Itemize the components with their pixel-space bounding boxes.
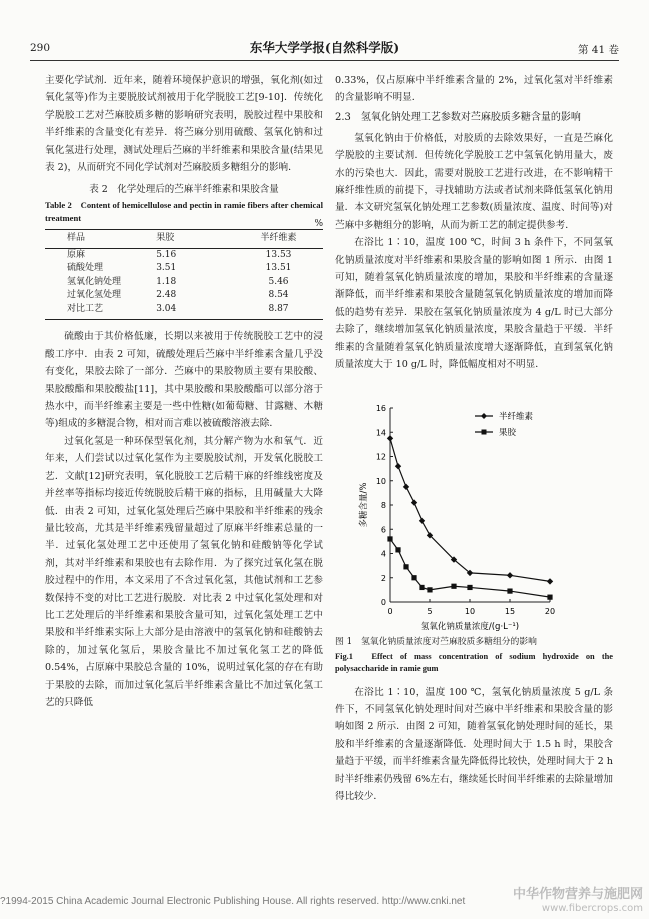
table-caption-en: Table 2 Content of hemicellulose and pectin in ramie fibers after chemical treatment <box>45 200 323 224</box>
table-cell: 1.18 <box>156 276 177 287</box>
data-point-pectin <box>547 594 552 599</box>
copyright-footer: ?1994-2015 China Academic Journal Electronic Publishing House. All rights reserved. http://www.cnki.net <box>0 896 466 907</box>
legend-marker <box>482 429 487 434</box>
table-cell: 8.87 <box>234 303 323 320</box>
section-heading: 2.3 氢氧化钠处理工艺参数对苎麻胶质多糖含量的影响 <box>335 111 581 123</box>
table-cell: 原麻 <box>67 249 86 260</box>
data-point-pectin <box>419 584 424 589</box>
legend-label: 果胶 <box>499 427 517 438</box>
table-cell: 2.48 <box>156 290 177 301</box>
y-tick-label: 12 <box>375 452 386 461</box>
data-point-pectin <box>403 564 408 569</box>
table-cell: 硫酸处理 <box>67 263 104 274</box>
table-unit: % <box>314 219 323 230</box>
table-header: 样品 <box>45 230 156 249</box>
figure-caption-en: Fig.1 Effect of mass concentration of sodium hydroxide on the polysaccharide in ramie gum <box>335 651 613 673</box>
table-row <box>45 262 323 276</box>
table-cell: 5.16 <box>156 249 177 260</box>
table-cell: 13.53 <box>265 249 292 260</box>
y-tick-label: 4 <box>380 549 386 558</box>
header-rule <box>30 60 619 61</box>
data-point-hemicellulose <box>507 572 513 578</box>
y-tick-label: 8 <box>380 500 386 510</box>
page-number: 290 <box>30 42 51 54</box>
table-row <box>45 276 323 290</box>
left-paragraph-2: 硫酸由于其价格低廉，长期以来被用于传统脱胶工艺中的浸酸工序中．由表 2 可知，硫酸处理后苎麻中半纤维素含量几乎没有变化，果胶去除了一部分．苎麻中的果胶物质主要有果胶酸、果胶酸酯和果胶酸盐[11]，其中果胶酸和果胶酸酯可以部分溶于热水中，而半纤维素主要是一些中性糖(如葡萄糖、甘露糖、木糖等)组成的多糖混合物，相对而言难以被硫酸溶液去除． <box>45 331 323 430</box>
y-tick-label: 2 <box>380 573 386 583</box>
table-cell: 对比工艺 <box>45 303 156 320</box>
data-point-hemicellulose <box>387 435 393 441</box>
table-row <box>45 289 323 303</box>
y-tick-label: 6 <box>380 524 386 534</box>
table-cell: 3.51 <box>156 263 177 274</box>
figure-caption-cn: 图 1 氢氧化钠质量浓度对苎麻胶质多糖组分的影响 <box>335 636 537 647</box>
right-paragraph-1: 0.33%，仅占原麻中半纤维素含量的 2%，过氧化氢对半纤维素的含量影响不明显． <box>335 75 613 104</box>
left-paragraph-3: 过氧化氢是一种环保型氧化剂，其分解产物为水和氧气．近年来，人们尝试以过氧化氢作为主要脱胶试剂，开发氧化脱胶工艺．文献[12]研究表明，氧化脱胶工艺后精干麻的纤维线密度及并丝率等指标均接近传统脱胶后精干麻的指标，且用碱量大大降低．由表 2 可知，过氧化氢处理后苎麻中果胶和半纤维素的残余量比较高，尤其是半纤维素残留量超过了原麻半纤维素总量的一半．过氧化氢处理工艺中还使用了氢氧化钠和硅酸钠等化学试剂，其对半纤维素和果胶也有去除作用．为了探究过氧化氢在脱胶过程中的作用，本文采用了不含过氧化氢，其他试剂和工艺参数保持不变的对比工艺进行脱胶．对比表 2 中过氧化氢处理和对比工艺处理后的半纤维素和果胶含量可知，过氧化氢处理工艺中果胶和半纤维素实际上大部分是由溶液中的氢氧化钠和硅酸钠去除的，加过氧化氢后，果胶含量比不加过氧化氢工艺的降低 0.54%，占原麻中果胶总含量的 10%，说明过氧化氢的存在有助于果胶的去除，而加过氧化氢后半纤维素含量比不加过氧化氢工艺的只降低 <box>45 435 323 708</box>
right-paragraph-2: 氢氧化钠由于价格低，对胶质的去除效果好，一直是苎麻化学脱胶的主要试剂．但传统化学脱胶工艺中氢氧化钠用量大，废水的污染也大．因此，需要对脱胶工艺进行改进，在不影响精干麻纤维性质的前提下，寻找辅助方法或者试剂来降低氢氧化钠用量．本文研究氢氧化钠处理工艺参数(质量浓度、温度、时间等)对苎麻中多糖组分的影响，从而为新工艺的制定提供参考． <box>335 132 613 231</box>
table-cell: 氢氧化钠处理 <box>67 276 122 287</box>
data-point-hemicellulose <box>411 499 417 505</box>
y-tick-label: 14 <box>375 427 386 437</box>
data-point-pectin <box>387 536 392 541</box>
y-tick-label: 0 <box>380 597 386 607</box>
legend-marker <box>481 413 487 419</box>
y-tick-label: 16 <box>375 403 386 413</box>
figure-1-chart <box>335 380 613 635</box>
legend-label: 半纤维素 <box>499 411 534 422</box>
volume-label: 第 41 卷 <box>577 44 619 56</box>
data-point-pectin <box>451 583 456 588</box>
series-line-hemicellulose <box>390 438 550 581</box>
data-point-hemicellulose <box>419 517 425 523</box>
right-paragraph-4: 在浴比 1∶10，温度 100 ℃，氢氧化钠质量浓度 5 g/L 条件下，不同氢氧化钠处理时间对苎麻中半纤维素和果胶含量的影响如图 2 所示．由图 2 可知，随着氢氧化钠处理时间的延长，果胶和半纤维素的含量逐渐降低．处理时间大于 1.5 h 时，果胶含量趋于平缓，而半纤维素含量先降低得比较快，处理时间大于 2 h 时半纤维素仍残留 6%左右，继续延长时间半纤维素的去除量增加得比较少． <box>335 686 613 802</box>
table-header: 果胶 <box>156 230 234 249</box>
journal-title: 东华大学学报(自然科学版) <box>249 40 400 55</box>
table-cell: 8.54 <box>268 290 289 301</box>
x-tick-label: 10 <box>464 606 476 616</box>
table-2 <box>45 229 323 320</box>
data-point-hemicellulose <box>403 483 409 489</box>
data-point-pectin <box>507 588 512 593</box>
table-cell: 过氧化氢处理 <box>67 290 122 301</box>
x-tick-label: 0 <box>387 606 393 616</box>
left-column <box>45 72 323 711</box>
table-caption-cn: 表 2 化学处理后的苎麻半纤维素和果胶含量 <box>89 184 279 196</box>
data-point-pectin <box>395 547 400 552</box>
watermark-url: www.fibercrops.com <box>541 903 643 914</box>
data-point-pectin <box>411 575 416 580</box>
watermark-title: 中华作物营养与施肥网 <box>512 887 643 902</box>
table-cell: 5.46 <box>268 276 289 287</box>
table-header: 半纤维素 <box>234 230 323 249</box>
table-cell: 13.51 <box>265 263 292 274</box>
right-paragraph-3: 在浴比 1∶10，温度 100 ℃，时间 3 h 条件下，不同氢氧化钠质量浓度对半纤维素和果胶含量的影响如图 1 所示．由图 1 可知，随着氢氧化钠质量浓度的增加，果胶和半纤维素的含量逐渐降低，而半纤维素和果胶含量随氢氧化钠质量浓度的增加而降低的趋势有差异．果胶在氢氧化钠质量浓度为 4 g/L 时已大部分去除了，继续增加氢氧化钠质量浓度，果胶含量趋于平缓．半纤维素的含量随着氢氧化钠质量浓度增大逐渐降低，直到氢氧化钠质量浓度大于 10 g/L 时，降低幅度相对不明显． <box>335 237 613 371</box>
y-axis-label: 多糖含量/% <box>359 482 369 527</box>
watermark <box>513 888 643 916</box>
right-column <box>335 72 613 805</box>
x-axis-label: 氢氧化钠质量浓度/(g·L⁻¹) <box>420 621 520 632</box>
data-point-hemicellulose <box>395 463 401 469</box>
table-row <box>45 303 323 320</box>
figure-1 <box>335 380 613 635</box>
data-point-hemicellulose <box>547 578 553 584</box>
running-header <box>30 38 619 56</box>
table-row <box>45 248 323 262</box>
data-point-pectin <box>467 584 472 589</box>
y-tick-label: 10 <box>375 476 386 486</box>
x-tick-label: 5 <box>427 606 433 616</box>
table-cell: 3.04 <box>156 303 234 320</box>
x-tick-label: 20 <box>544 606 556 616</box>
table-header-row <box>45 230 323 249</box>
data-point-pectin <box>427 587 432 592</box>
x-tick-label: 15 <box>504 606 516 616</box>
left-paragraph-1: 主要化学试剂．近年来，随着环境保护意识的增强，氧化剂(如过氧化氢等)作为主要脱胶试剂被用于化学脱胶工艺[9-10]．传统化学脱胶工艺对苎麻胶质多糖的影响研究表明，脱胶过程中果胶和半纤维素的含量变化有差异．将苎麻分别用硫酸、氢氧化钠和过氧化氢进行处理，测试处理后苎麻的半纤维素和果胶含量(结果见表 2)，从而研究不同化学试剂对苎麻胶质多糖组分的影响． <box>45 75 323 174</box>
